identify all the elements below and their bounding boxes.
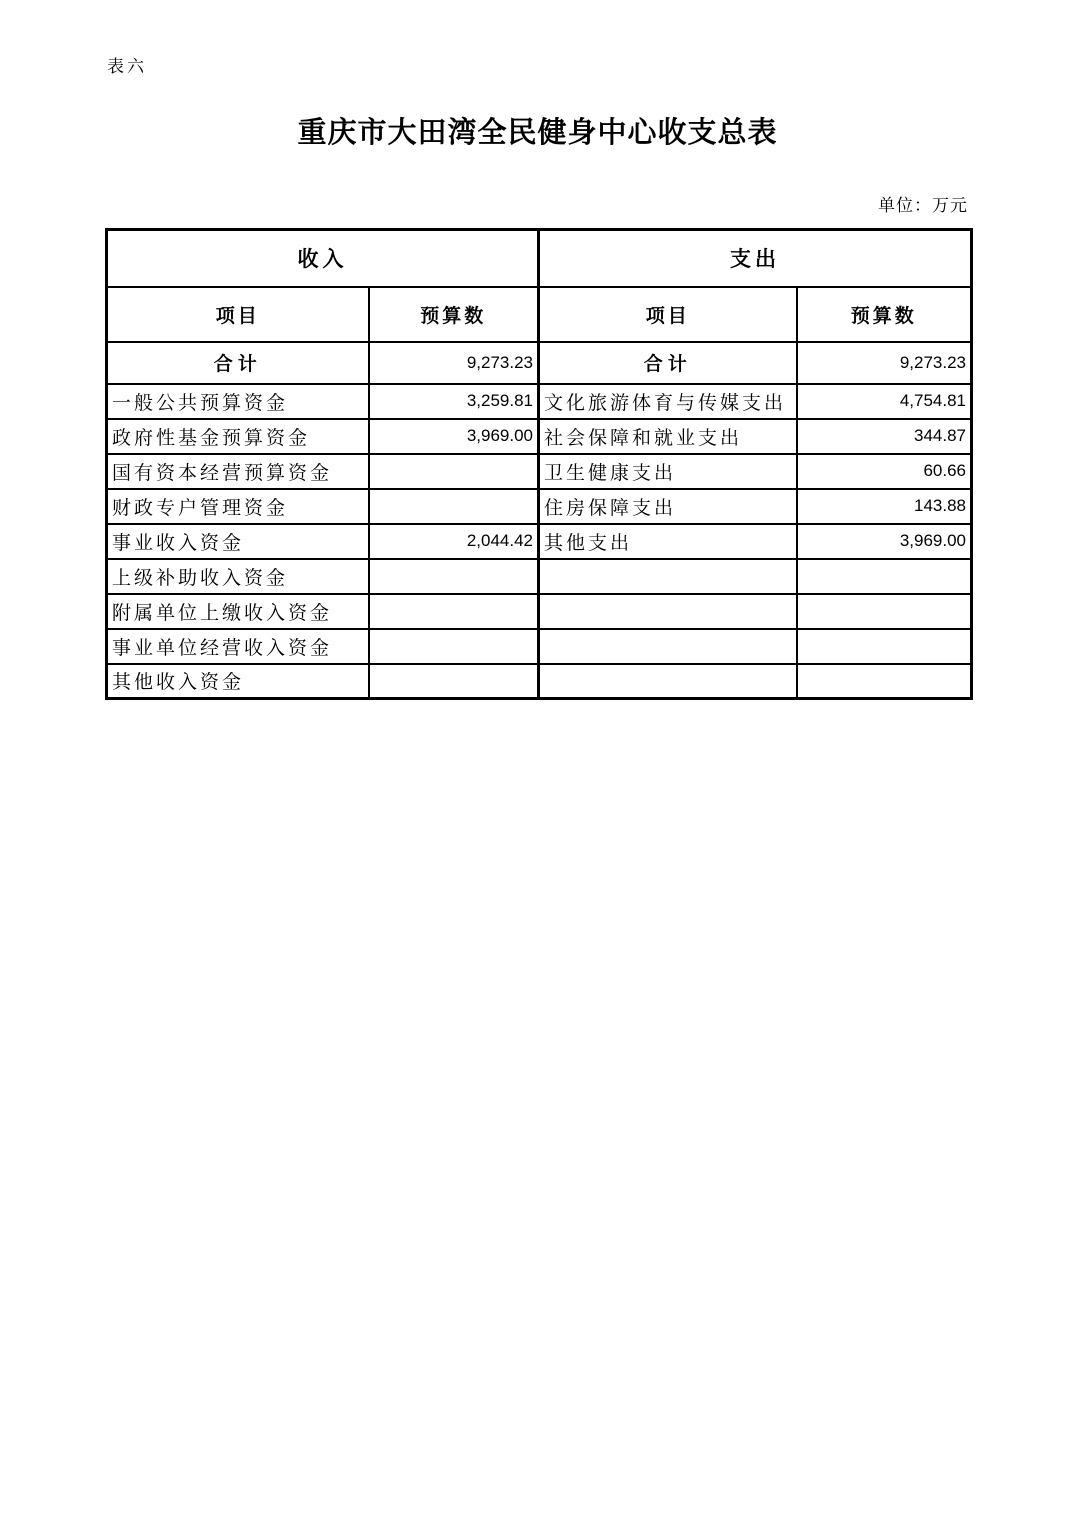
expense-item-cell: 文化旅游体育与传媒支出: [539, 384, 797, 419]
table-number-label: 表六: [107, 57, 147, 76]
column-header-row: [107, 287, 972, 342]
expense-item-cell: 其他支出: [539, 524, 797, 559]
table-row: [107, 384, 972, 419]
expense-budget-cell: 143.88: [797, 489, 972, 524]
income-budget-cell: 3,969.00: [369, 419, 539, 454]
table-row: [107, 524, 972, 559]
budget-summary-table: [105, 228, 973, 700]
income-budget-cell: [369, 454, 539, 489]
table-row: [107, 489, 972, 524]
expense-budget-cell: [797, 559, 972, 594]
income-item-column-header: 项目: [107, 287, 369, 342]
income-budget-cell: [369, 664, 539, 699]
income-budget-cell: [369, 489, 539, 524]
income-budget-column-header: 预算数: [369, 287, 539, 342]
expense-item-cell: 卫生健康支出: [539, 454, 797, 489]
expense-budget-cell: [797, 629, 972, 664]
income-budget-cell: 9,273.23: [369, 342, 539, 384]
income-item-cell: 其他收入资金: [107, 664, 369, 699]
document-title: 重庆市大田湾全民健身中心收支总表: [297, 117, 778, 149]
expense-item-cell: [539, 664, 797, 699]
income-budget-cell: [369, 559, 539, 594]
table-row: [107, 559, 972, 594]
income-item-cell: 附属单位上缴收入资金: [107, 594, 369, 629]
income-item-cell: 一般公共预算资金: [107, 384, 369, 419]
income-item-cell: 国有资本经营预算资金: [107, 454, 369, 489]
income-budget-cell: 3,259.81: [369, 384, 539, 419]
table-row: [107, 454, 972, 489]
expense-item-cell: 住房保障支出: [539, 489, 797, 524]
unit-note: 单位：万元: [878, 196, 968, 215]
expense-budget-cell: [797, 594, 972, 629]
expense-item-cell: 社会保障和就业支出: [539, 419, 797, 454]
expense-budget-column-header: 预算数: [797, 287, 972, 342]
table-row: [107, 594, 972, 629]
income-budget-cell: [369, 594, 539, 629]
expense-item-cell: [539, 559, 797, 594]
expense-section-header: 支出: [539, 230, 972, 287]
income-item-cell: 合计: [107, 342, 369, 384]
expense-item-cell: [539, 594, 797, 629]
table-row: [107, 629, 972, 664]
expense-budget-cell: 3,969.00: [797, 524, 972, 559]
income-item-cell: 政府性基金预算资金: [107, 419, 369, 454]
table-row: [107, 664, 972, 699]
expense-item-cell: 合计: [539, 342, 797, 384]
income-item-cell: 事业收入资金: [107, 524, 369, 559]
expense-budget-cell: 344.87: [797, 419, 972, 454]
expense-budget-cell: [797, 664, 972, 699]
expense-budget-cell: 9,273.23: [797, 342, 972, 384]
income-item-cell: 上级补助收入资金: [107, 559, 369, 594]
section-header-row: [107, 230, 972, 287]
expense-budget-cell: 60.66: [797, 454, 972, 489]
income-item-cell: 财政专户管理资金: [107, 489, 369, 524]
income-budget-cell: [369, 629, 539, 664]
income-item-cell: 事业单位经营收入资金: [107, 629, 369, 664]
expense-item-column-header: 项目: [539, 287, 797, 342]
table-row-total: [107, 342, 972, 384]
income-budget-cell: 2,044.42: [369, 524, 539, 559]
expense-budget-cell: 4,754.81: [797, 384, 972, 419]
income-section-header: 收入: [107, 230, 539, 287]
table-row: [107, 419, 972, 454]
expense-item-cell: [539, 629, 797, 664]
